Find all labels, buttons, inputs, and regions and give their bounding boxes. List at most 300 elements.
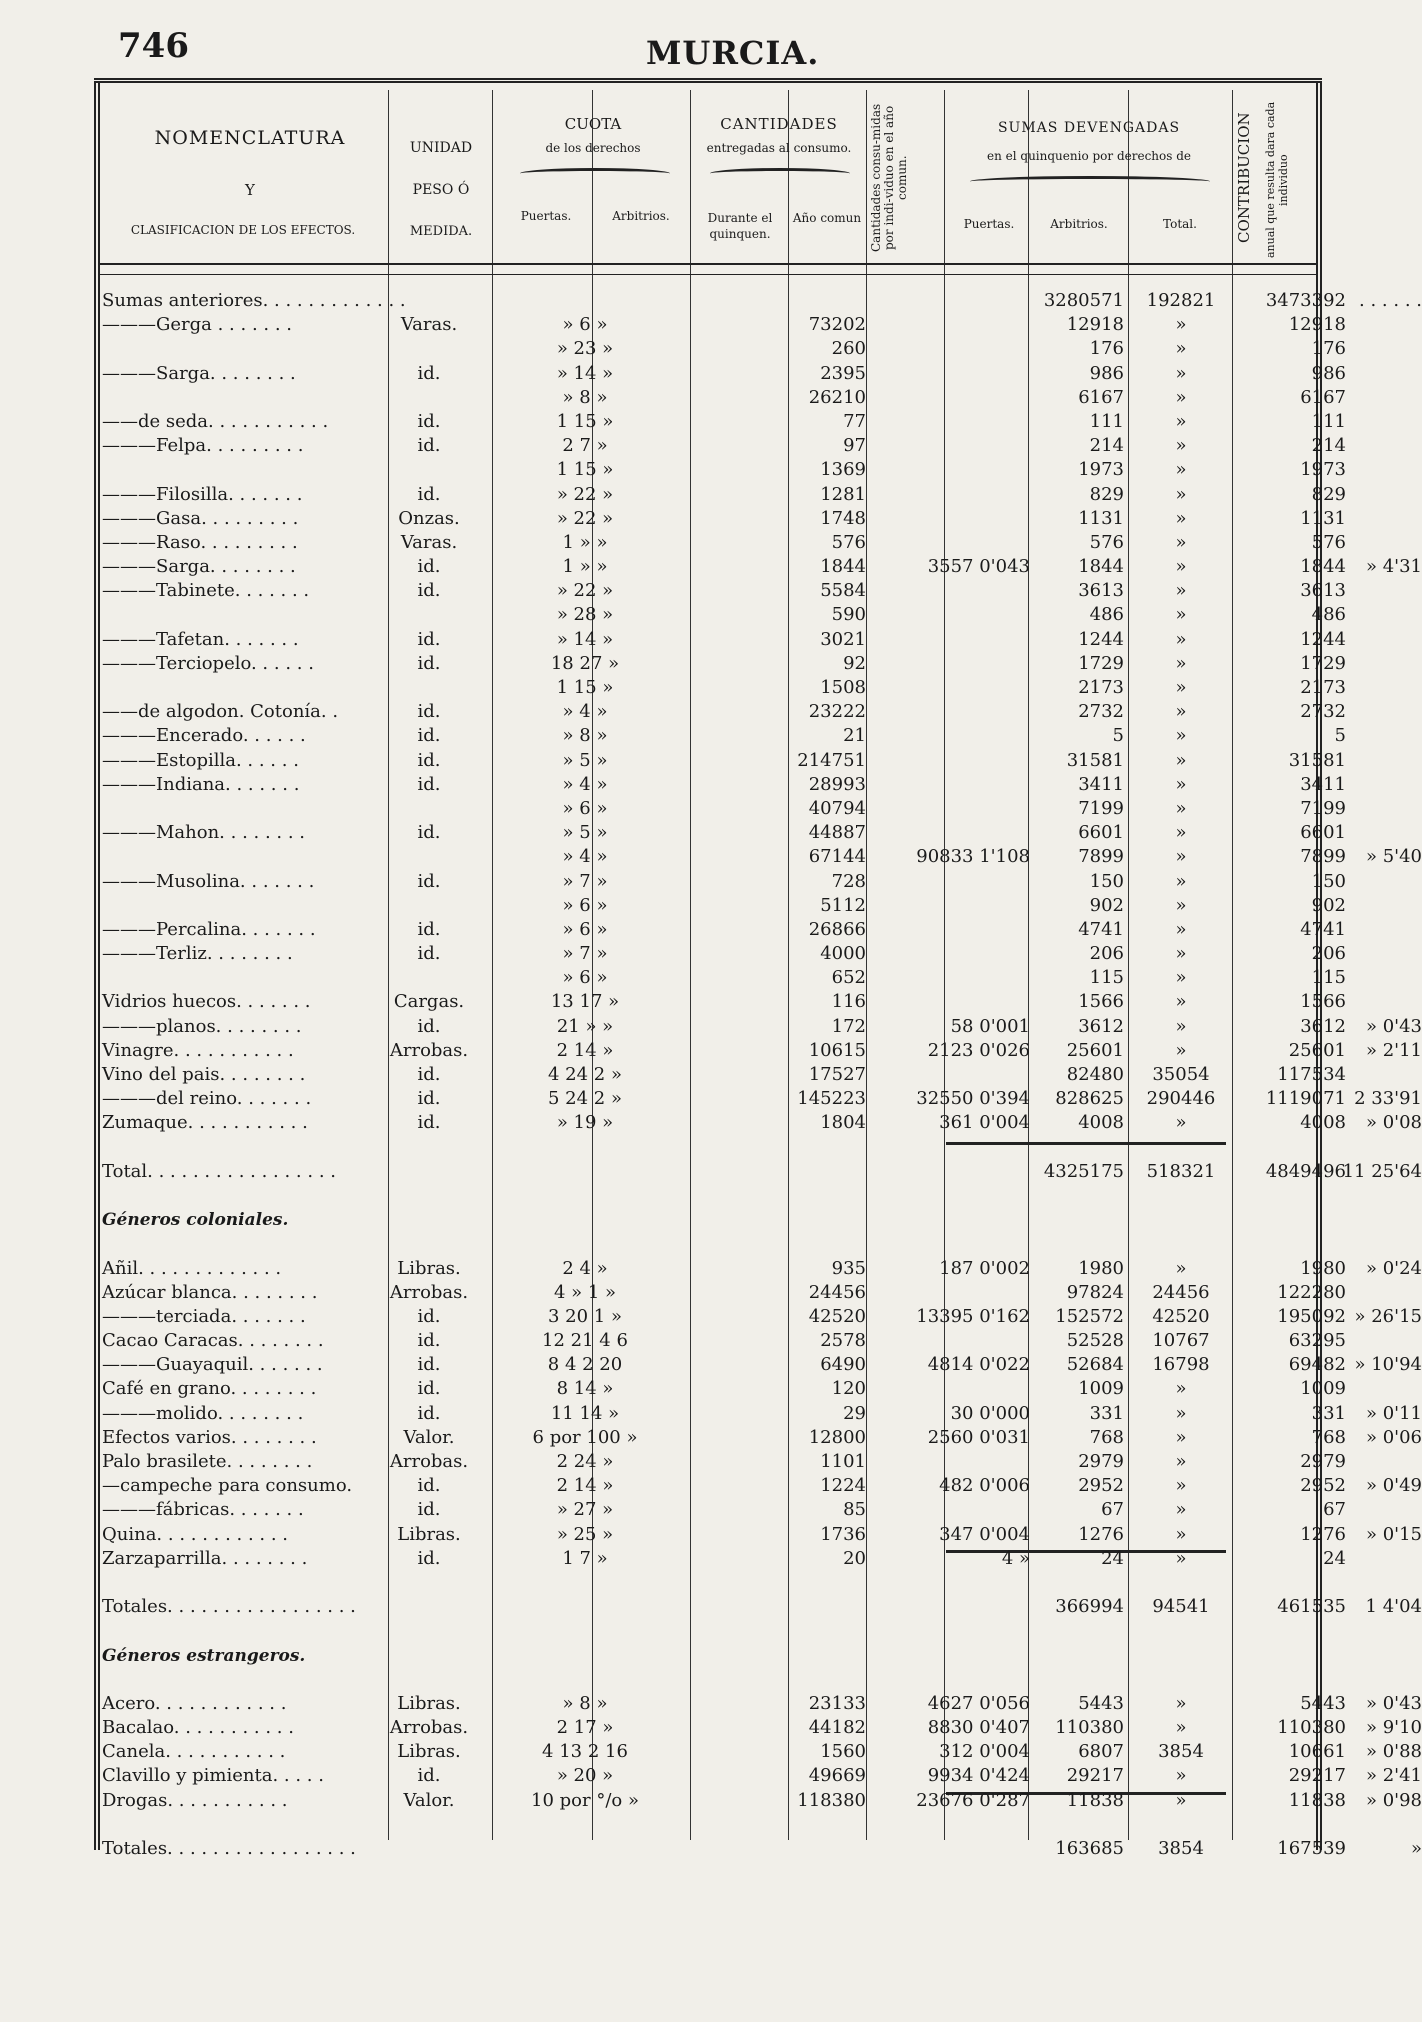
cell-arbitrios: » xyxy=(1175,1475,1187,1497)
header-sumas-arbitrios: Arbitrios. xyxy=(1050,217,1108,231)
cell-contrib: » 26'15 xyxy=(1354,1305,1422,1327)
cell-anio: 187 0'002 xyxy=(939,1257,1030,1279)
cell-unit: id. xyxy=(417,1305,441,1327)
table-row xyxy=(100,1137,1316,1161)
header-cantidades-sub: entregadas al consumo. xyxy=(706,141,852,155)
cell-total: 2952 xyxy=(1300,1475,1346,1497)
cell-unit: id. xyxy=(417,1402,441,1424)
cell-durante: 145223 xyxy=(797,1088,866,1110)
cell-total: 150 xyxy=(1311,870,1346,892)
cell-contrib: » xyxy=(1410,1838,1422,1859)
header-nomenclatura: NOMENCLATURA xyxy=(154,127,346,149)
cell-name: Café en grano. . . . . . . . xyxy=(102,1378,317,1400)
table-row xyxy=(100,435,1346,459)
cell-durante: 1844 xyxy=(820,556,866,578)
cell-puertas: 2732 xyxy=(1078,701,1124,723)
table-row xyxy=(100,628,1346,653)
cell-durante: 24456 xyxy=(808,1281,866,1303)
cell-unit: Libras. xyxy=(397,1523,461,1545)
table-row xyxy=(100,967,1346,991)
cell-arbitrios: » xyxy=(1175,943,1187,965)
cell-arbitrios: » xyxy=(1175,604,1187,626)
cell-name: ——de algodon. Cotonía. . xyxy=(102,701,339,723)
cell-name: ———Felpa. . . . . . . . . xyxy=(102,435,304,457)
cell-arbitrios: » xyxy=(1175,1547,1187,1569)
cell-durante: 116 xyxy=(831,991,866,1013)
cell-contrib: 11 25'64 xyxy=(1342,1160,1422,1182)
cell-unit: id. xyxy=(417,725,441,747)
cell-cuota: » 7 » xyxy=(562,870,608,892)
cell-unit: Valor. xyxy=(403,1426,455,1448)
cell-unit: id. xyxy=(417,652,441,674)
header-rule xyxy=(100,274,1316,275)
cell-cuota: 18 27 » xyxy=(550,652,620,674)
cell-arbitrios: » xyxy=(1175,362,1187,384)
cell-anio: 482 0'006 xyxy=(939,1475,1030,1497)
cell-name: Canela. . . . . . . . . . . xyxy=(102,1741,286,1763)
cell-unit: id. xyxy=(417,1547,441,1569)
cell-cuota: 12 21 4 6 xyxy=(542,1330,628,1352)
table-row xyxy=(100,1741,1422,1765)
table-row xyxy=(100,991,1346,1015)
cell-puertas: 25601 xyxy=(1066,1039,1124,1061)
cell-durante: 26210 xyxy=(808,386,866,408)
cell-puertas: 1844 xyxy=(1078,556,1124,578)
cell-puertas: 52528 xyxy=(1066,1330,1124,1352)
cell-arbitrios: » xyxy=(1175,314,1187,336)
cell-unit: id. xyxy=(417,1499,441,1521)
cell-puertas: 5443 xyxy=(1078,1692,1124,1714)
cell-unit: id. xyxy=(417,822,441,844)
cell-arbitrios: » xyxy=(1175,846,1187,868)
cell-name: ———Indiana. . . . . . . xyxy=(102,773,300,795)
cell-puertas: 52684 xyxy=(1066,1354,1124,1376)
cell-total: 1729 xyxy=(1300,652,1346,674)
cell-durante: 1804 xyxy=(820,1112,866,1134)
cell-cuota: » 6 » xyxy=(562,967,608,989)
cell-contrib: » 0'98 xyxy=(1365,1789,1422,1811)
header-sumas-puertas: Puertas. xyxy=(963,217,1015,231)
table-row xyxy=(100,604,1346,628)
cell-arbitrios: » xyxy=(1175,628,1187,650)
table-row xyxy=(100,1547,1346,1572)
cell-puertas: 6807 xyxy=(1078,1741,1124,1763)
cell-arbitrios: 24456 xyxy=(1152,1281,1210,1303)
cell-durante: 1101 xyxy=(820,1451,866,1472)
cell-cuota: 4 13 2 16 xyxy=(542,1741,628,1763)
cell-name: Géneros estrangeros. xyxy=(102,1645,306,1666)
cell-durante: 576 xyxy=(831,531,866,553)
cell-contrib: » 4'31 xyxy=(1365,556,1422,578)
cell-durante: 2395 xyxy=(820,362,866,384)
cell-total: 902 xyxy=(1311,894,1346,916)
cell-puertas: 1566 xyxy=(1078,991,1124,1013)
cell-cuota: 2 14 » xyxy=(556,1475,614,1497)
cell-durante: 77 xyxy=(843,410,866,432)
cell-contrib: » 0'08 xyxy=(1365,1112,1422,1134)
cell-anio: 4 » xyxy=(1001,1547,1030,1569)
cell-total: 5443 xyxy=(1300,1692,1346,1714)
cell-total: 3473392 xyxy=(1265,290,1346,311)
cell-name: Totales. . . . . . . . . . . . . . . . . xyxy=(102,1838,356,1859)
cell-name: ———Raso. . . . . . . . . xyxy=(102,531,298,553)
header-rule xyxy=(100,263,1316,265)
cell-durante: 1224 xyxy=(820,1475,866,1497)
cell-arbitrios: » xyxy=(1175,1426,1187,1448)
cell-total: 1844 xyxy=(1300,556,1346,578)
cell-arbitrios: 192821 xyxy=(1146,290,1216,311)
cell-cuota: 2 7 » xyxy=(562,435,608,457)
cell-durante: 49669 xyxy=(808,1765,866,1787)
cell-total: 110380 xyxy=(1277,1717,1346,1739)
table-row xyxy=(100,1765,1422,1789)
cell-name: ———Sarga. . . . . . . . xyxy=(102,556,296,578)
cell-unit: id. xyxy=(417,943,441,965)
cell-puertas: 1729 xyxy=(1078,652,1124,674)
cell-cuota: » 25 » xyxy=(556,1523,614,1545)
cell-total: 115 xyxy=(1311,967,1346,989)
cell-durante: 4000 xyxy=(820,943,866,965)
cell-puertas: 97824 xyxy=(1066,1281,1124,1303)
cell-durante: 44182 xyxy=(808,1717,866,1739)
cell-name: ———Gerga . . . . . . . xyxy=(102,314,292,336)
cell-arbitrios: » xyxy=(1175,967,1187,989)
cell-arbitrios: » xyxy=(1175,652,1187,674)
cell-unit: id. xyxy=(417,918,441,940)
cell-arbitrios: » xyxy=(1175,1523,1187,1545)
cell-unit: id. xyxy=(417,870,441,892)
cell-anio: 90833 1'108 xyxy=(916,846,1030,868)
cell-arbitrios: » xyxy=(1175,410,1187,432)
cell-anio: 347 0'004 xyxy=(939,1523,1030,1545)
cell-arbitrios: » xyxy=(1175,1692,1187,1714)
table-row xyxy=(100,1088,1422,1112)
table-row xyxy=(100,943,1346,967)
cell-durante: 1369 xyxy=(820,459,866,481)
cell-durante: 42520 xyxy=(808,1305,866,1327)
cell-cuota: 1 7 » xyxy=(562,1547,608,1569)
cell-unit: id. xyxy=(417,1064,441,1085)
cell-unit: id. xyxy=(417,701,441,723)
cell-total: 6167 xyxy=(1300,386,1346,408)
table-row xyxy=(100,1523,1422,1548)
cell-contrib: » 10'94 xyxy=(1354,1354,1422,1376)
cell-arbitrios: » xyxy=(1175,749,1187,771)
cell-unit: id. xyxy=(417,749,441,771)
cell-unit: Libras. xyxy=(397,1741,461,1763)
cell-puertas: 1244 xyxy=(1078,628,1124,650)
cell-puertas: 12918 xyxy=(1066,314,1124,336)
cell-puertas: 1980 xyxy=(1078,1257,1124,1279)
table-row xyxy=(100,1402,1422,1427)
cell-durante: 172 xyxy=(831,1015,866,1037)
cell-puertas: 11838 xyxy=(1066,1789,1124,1811)
cell-total: 461535 xyxy=(1277,1596,1346,1618)
cell-cuota: » 7 » xyxy=(562,943,608,965)
cell-total: 195092 xyxy=(1277,1305,1346,1327)
cell-puertas: 829 xyxy=(1089,483,1124,505)
cell-puertas: 4741 xyxy=(1078,918,1124,940)
table-row xyxy=(100,773,1346,798)
table-row xyxy=(100,362,1346,387)
cell-cuota: 1 15 » xyxy=(556,459,614,481)
cell-durante: 28993 xyxy=(808,773,866,795)
cell-arbitrios: » xyxy=(1175,1717,1187,1739)
cell-durante: 3021 xyxy=(820,628,866,650)
cell-durante: 5112 xyxy=(820,894,866,916)
cell-total: 7899 xyxy=(1300,846,1346,868)
cell-total: 25601 xyxy=(1288,1039,1346,1061)
header-sumas: SUMAS DEVENGADAS xyxy=(997,120,1181,136)
cell-arbitrios: 16798 xyxy=(1152,1354,1210,1376)
cell-cuota: 10 por °/o » xyxy=(531,1789,639,1811)
page-title: MURCIA. xyxy=(646,34,820,72)
table-row xyxy=(100,1185,1316,1209)
cell-puertas: 768 xyxy=(1089,1426,1124,1448)
cell-contrib: 1 4'04 xyxy=(1365,1596,1422,1618)
cell-arbitrios: » xyxy=(1175,1789,1187,1811)
cell-arbitrios: » xyxy=(1175,580,1187,602)
page-number: 746 xyxy=(118,26,189,66)
cell-puertas: 6167 xyxy=(1078,386,1124,408)
cell-puertas: 2952 xyxy=(1078,1475,1124,1497)
cell-total: 3613 xyxy=(1300,580,1346,602)
cell-name: ———Tabinete. . . . . . . xyxy=(102,580,310,602)
table-row xyxy=(100,918,1346,943)
cell-arbitrios: » xyxy=(1175,459,1187,481)
table-row xyxy=(100,1426,1422,1451)
cell-puertas: 3280571 xyxy=(1043,290,1124,311)
cell-total: 1131 xyxy=(1300,507,1346,529)
cell-anio: 361 0'004 xyxy=(939,1112,1030,1134)
cell-unit: Libras. xyxy=(397,1257,461,1279)
cell-anio: 30 0'000 xyxy=(950,1402,1030,1424)
cell-durante: 26866 xyxy=(808,918,866,940)
cell-total: 986 xyxy=(1311,362,1346,384)
brace xyxy=(970,176,1210,187)
cell-cuota: » 6 » xyxy=(562,797,608,819)
cell-arbitrios: 3854 xyxy=(1158,1838,1204,1859)
table-row xyxy=(100,290,1422,314)
cell-name: Vidrios huecos. . . . . . . xyxy=(102,991,311,1013)
cell-arbitrios: » xyxy=(1175,1765,1187,1787)
cell-puertas: 1973 xyxy=(1078,459,1124,481)
cell-unit: id. xyxy=(417,556,441,578)
table-row xyxy=(100,1378,1346,1402)
cell-total: 24 xyxy=(1323,1547,1346,1569)
cell-unit: id. xyxy=(417,1015,441,1037)
cell-arbitrios: » xyxy=(1175,1402,1187,1424)
cell-durante: 120 xyxy=(831,1378,866,1400)
cell-name: ———molido. . . . . . . . xyxy=(102,1402,304,1424)
cell-unit: Arrobas. xyxy=(389,1039,469,1061)
cell-durante: 1560 xyxy=(820,1741,866,1763)
cell-cuota: 3 20 1 » xyxy=(548,1305,622,1327)
cell-name: Azúcar blanca. . . . . . . . xyxy=(102,1281,318,1303)
cell-puertas: 24 xyxy=(1101,1547,1124,1569)
table-row xyxy=(100,1499,1346,1523)
cell-name: Quina. . . . . . . . . . . . xyxy=(102,1523,289,1545)
table-row xyxy=(100,556,1422,580)
cell-total: 1276 xyxy=(1300,1523,1346,1545)
cell-unit: id. xyxy=(417,1112,441,1134)
brace xyxy=(710,168,850,179)
cell-unit: Arrobas. xyxy=(389,1281,469,1303)
cell-arbitrios: » xyxy=(1175,556,1187,578)
cell-puertas: 828625 xyxy=(1055,1088,1124,1110)
table-row xyxy=(100,1596,1422,1620)
cell-cuota: 13 17 » xyxy=(550,991,620,1013)
cell-arbitrios: » xyxy=(1175,725,1187,747)
cell-durante: 23222 xyxy=(808,701,866,723)
cell-name: Clavillo y pimienta. . . . . xyxy=(102,1765,324,1787)
cell-contrib: 2 33'91 xyxy=(1354,1088,1422,1110)
cell-arbitrios: » xyxy=(1175,797,1187,819)
header-cantidades: CANTIDADES xyxy=(720,115,838,133)
cell-puertas: 31581 xyxy=(1066,749,1124,771)
cell-durante: 92 xyxy=(843,652,866,674)
cell-name: Zarzaparrilla. . . . . . . . xyxy=(102,1547,308,1569)
cell-durante: 1508 xyxy=(820,677,866,698)
cell-arbitrios: » xyxy=(1175,386,1187,408)
cell-cuota: 21 » » xyxy=(556,1015,614,1037)
cell-total: 7199 xyxy=(1300,797,1346,819)
cell-unit: Libras. xyxy=(397,1692,461,1714)
cell-cuota: 1 » » xyxy=(562,556,608,578)
cell-cuota: » 28 » xyxy=(556,604,614,626)
cell-name: ———planos. . . . . . . . xyxy=(102,1015,302,1037)
cell-puertas: 3411 xyxy=(1078,773,1124,795)
table-row xyxy=(100,749,1346,774)
cell-name: Palo brasilete. . . . . . . . xyxy=(102,1451,313,1472)
cell-cuota: » 27 » xyxy=(556,1499,614,1521)
cell-arbitrios: 42520 xyxy=(1152,1305,1210,1327)
cell-unit: Onzas. xyxy=(398,507,460,529)
cell-contrib: » 0'88 xyxy=(1365,1741,1422,1763)
cell-cuota: » 8 » xyxy=(562,1692,608,1714)
cell-cuota: 2 24 » xyxy=(556,1451,614,1472)
header-unidad: UNIDAD xyxy=(409,140,473,156)
table-row xyxy=(100,1669,1316,1693)
cell-unit: id. xyxy=(417,1088,441,1110)
cell-durante: 10615 xyxy=(808,1039,866,1061)
cell-unit: id. xyxy=(417,1354,441,1376)
table-row xyxy=(100,870,1346,895)
cell-puertas: 163685 xyxy=(1055,1838,1124,1859)
header-y: Y xyxy=(245,181,255,199)
header-anio: Año comun xyxy=(792,211,862,225)
cell-total: 4849496 xyxy=(1265,1160,1346,1182)
cell-total: 1973 xyxy=(1300,459,1346,481)
cell-arbitrios: 10767 xyxy=(1152,1330,1210,1352)
cell-cuota: 2 14 » xyxy=(556,1039,614,1061)
cell-name: Vinagre. . . . . . . . . . . xyxy=(102,1039,294,1061)
cell-arbitrios: » xyxy=(1175,1451,1187,1472)
cell-anio: 58 0'001 xyxy=(950,1015,1030,1037)
cell-anio: 13395 0'162 xyxy=(916,1305,1030,1327)
table-row xyxy=(100,1717,1422,1741)
header-medida: MEDIDA. xyxy=(409,224,473,239)
cell-durante: 728 xyxy=(831,870,866,892)
cell-name: ———Percalina. . . . . . . xyxy=(102,918,316,940)
cell-unit: id. xyxy=(417,1765,441,1787)
cell-arbitrios: » xyxy=(1175,1039,1187,1061)
cell-cuota: 4 » 1 » xyxy=(553,1281,617,1303)
cell-cuota: » 6 » xyxy=(562,918,608,940)
cell-arbitrios: » xyxy=(1175,435,1187,457)
cell-name: ———Tafetan. . . . . . . xyxy=(102,628,299,650)
cell-unit: Arrobas. xyxy=(389,1717,469,1739)
table-row xyxy=(100,1354,1422,1378)
cell-total: 829 xyxy=(1311,483,1346,505)
cell-cuota: » 6 » xyxy=(562,894,608,916)
table-row xyxy=(100,894,1346,919)
table-row xyxy=(100,1620,1316,1644)
cell-puertas: 29217 xyxy=(1066,1765,1124,1787)
cell-puertas: 4008 xyxy=(1078,1112,1124,1134)
cell-total: 214 xyxy=(1311,435,1346,457)
cell-unit: id. xyxy=(417,435,441,457)
cell-anio: 4627 0'056 xyxy=(927,1692,1030,1714)
cell-cuota: » 20 » xyxy=(556,1765,614,1787)
cell-unit: Arrobas. xyxy=(389,1451,469,1472)
cell-name: ———Terliz. . . . . . . . xyxy=(102,943,293,965)
table-row xyxy=(100,1572,1316,1596)
cell-durante: 40794 xyxy=(808,797,866,819)
cell-durante: 214751 xyxy=(797,749,866,771)
cell-anio: 3557 0'043 xyxy=(927,556,1030,578)
cell-cuota: » 4 » xyxy=(562,846,608,868)
cell-arbitrios: » xyxy=(1175,507,1187,529)
cell-puertas: 331 xyxy=(1089,1402,1124,1424)
cell-cuota: » 14 » xyxy=(556,362,614,384)
cell-name: Cacao Caracas. . . . . . . . xyxy=(102,1330,324,1352)
cell-durante: 73202 xyxy=(808,314,866,336)
cell-name: ———Filosilla. . . . . . . xyxy=(102,483,303,505)
cell-cuota: » 23 » xyxy=(556,338,614,360)
cell-arbitrios: » xyxy=(1175,483,1187,505)
cell-name: ———Encerado. . . . . . xyxy=(102,725,306,747)
cell-cuota: » 4 » xyxy=(562,773,608,795)
cell-puertas: 6601 xyxy=(1078,822,1124,844)
cell-total: 67 xyxy=(1323,1499,1346,1521)
cell-cuota: » 22 » xyxy=(556,580,614,602)
table-row xyxy=(100,1305,1422,1330)
cell-cuota: 2 17 » xyxy=(556,1717,614,1739)
cell-cuota: » 22 » xyxy=(556,483,614,505)
header-durante: Durante el quinquen. xyxy=(707,211,773,241)
cell-puertas: 4325175 xyxy=(1043,1160,1124,1182)
cell-durante: 5584 xyxy=(820,580,866,602)
cell-contrib: » 0'06 xyxy=(1365,1426,1422,1448)
cell-arbitrios: » xyxy=(1175,822,1187,844)
cell-cuota: 1 15 » xyxy=(556,410,614,432)
cell-total: 117534 xyxy=(1277,1064,1346,1085)
cell-arbitrios: » xyxy=(1175,1378,1187,1400)
cell-puertas: 3612 xyxy=(1078,1015,1124,1037)
cell-cuota: 8 14 » xyxy=(556,1378,614,1400)
cell-unit: id. xyxy=(417,1330,441,1352)
cell-anio: 9934 0'424 xyxy=(927,1765,1030,1787)
cell-total: 576 xyxy=(1311,531,1346,553)
cell-puertas: 486 xyxy=(1089,604,1124,626)
table-row xyxy=(100,580,1346,604)
cell-arbitrios: 290446 xyxy=(1146,1088,1216,1110)
cell-name: Totales. . . . . . . . . . . . . . . . . xyxy=(102,1596,356,1618)
table-row xyxy=(100,1814,1316,1838)
table-row xyxy=(100,1039,1422,1064)
cell-puertas: 3613 xyxy=(1078,580,1124,602)
